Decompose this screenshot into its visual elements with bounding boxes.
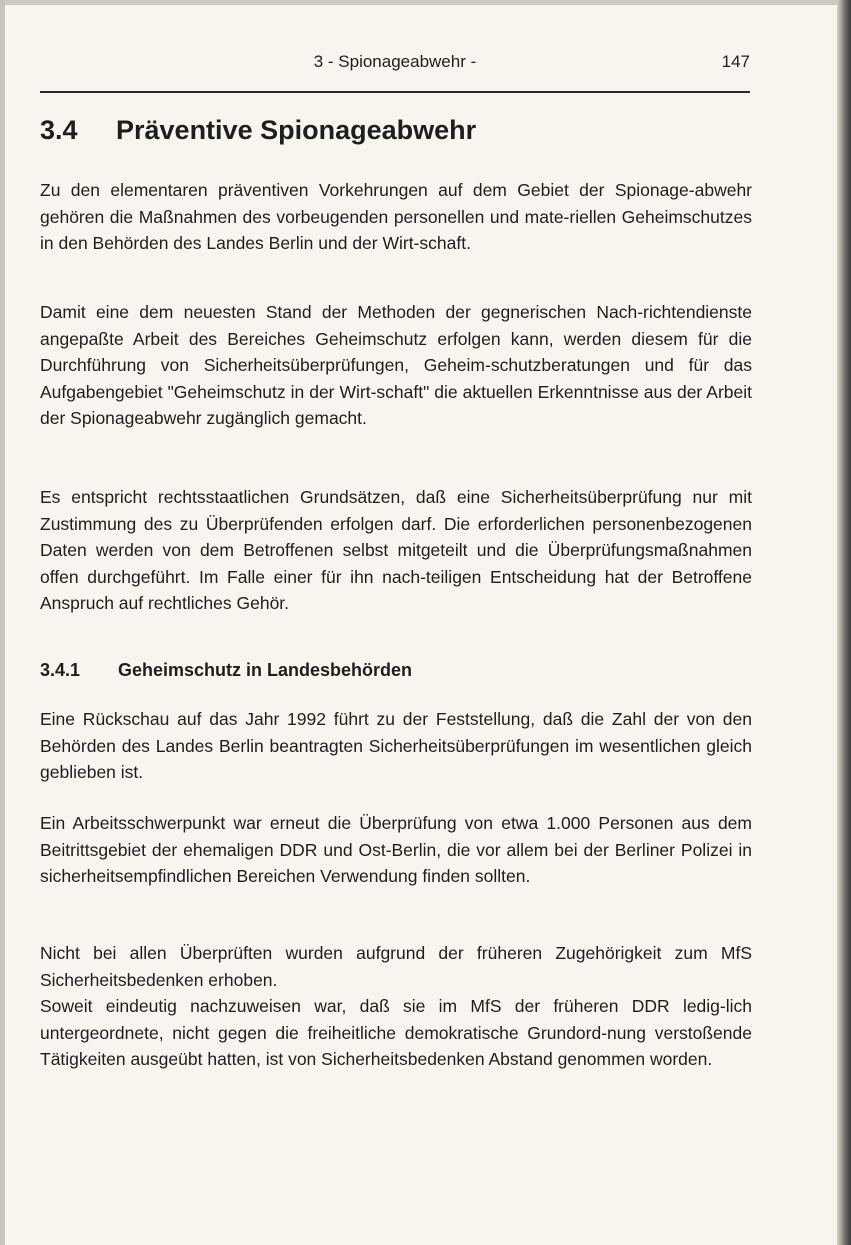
paragraph: Eine Rückschau auf das Jahr 1992 führt zu der Feststellung, daß die Zahl der von den Behörden des Landes Berlin beantragten Sicherheitsüberprüfungen im wesentlichen gleich geblieben ist. — [40, 709, 752, 782]
subsection-title: Geheimschutz in Landesbehörden — [118, 660, 413, 680]
paragraph: Damit eine dem neuesten Stand der Methoden der gegnerischen Nach-richtendienste angepaßte Arbeit des Bereiches Geheimschutz erfolgen kann, werden diesem für die Durchführung von Sicherheitsüberprüfungen, Geheim-schutzberatungen und für das Aufgabengebiet "Geheimschutz in der Wirt-schaft" die aktuellen Erkenntnisse aus der Arbeit der Spionageabwehr zugänglich gemacht. — [40, 302, 752, 428]
chapter-title: 3 - Spionageabwehr - — [313, 52, 477, 71]
section-heading — [40, 115, 476, 146]
paragraph: Es entspricht rechtsstaatlichen Grundsätzen, daß eine Sicherheitsüberprüfung nur mit Zustimmung des zu Überprüfenden erfolgen darf. Die erforderlichen personenbezogenen Daten werden von dem Betroffenen selbst mitgeteilt und die Überprüfungsmaßnahmen offen durchgeführt. Im Falle einer für ihn nach-teiligen Entscheidung hat der Betroffene Anspruch auf rechtliches Gehör. — [40, 487, 752, 613]
page-top-edge — [0, 0, 851, 5]
book-spine-edge — [837, 0, 851, 1245]
paragraph: Nicht bei allen Überprüften wurden aufgrund der früheren Zugehörigkeit zum MfS Sicherheitsbedenken erhoben. — [40, 943, 752, 990]
section-title: Präventive Spionageabwehr — [116, 115, 477, 145]
page-number: 147 — [721, 52, 750, 71]
page-left-edge — [0, 0, 5, 1245]
header-rule — [40, 91, 750, 93]
paragraph: Zu den elementaren präventiven Vorkehrungen auf dem Gebiet der Spionage-abwehr gehören die Maßnahmen des vorbeugenden personellen und mate-riellen Geheimschutzes in den Behörden des Landes Berlin und der Wirt-schaft. — [40, 180, 752, 253]
running-header — [40, 52, 750, 76]
section-number: 3.4 — [40, 115, 78, 145]
subsection-number: 3.4.1 — [40, 660, 81, 680]
subsection-heading — [40, 660, 412, 681]
paragraph: Soweit eindeutig nachzuweisen war, daß sie im MfS der früheren DDR ledig-lich untergeordnete, nicht gegen die freiheitliche demokratische Grundord-nung verstoßende Tätigkeiten ausgeübt hatten, ist von Sicherheitsbedenken Abstand genommen worden. — [40, 996, 752, 1069]
paragraph: Ein Arbeitsschwerpunkt war erneut die Überprüfung von etwa 1.000 Personen aus dem Beitrittsgebiet der ehemaligen DDR und Ost-Berlin, die vor allem bei der Berliner Polizei in sicherheitsempfindlichen Bereichen Verwendung finden sollten. — [40, 813, 752, 886]
